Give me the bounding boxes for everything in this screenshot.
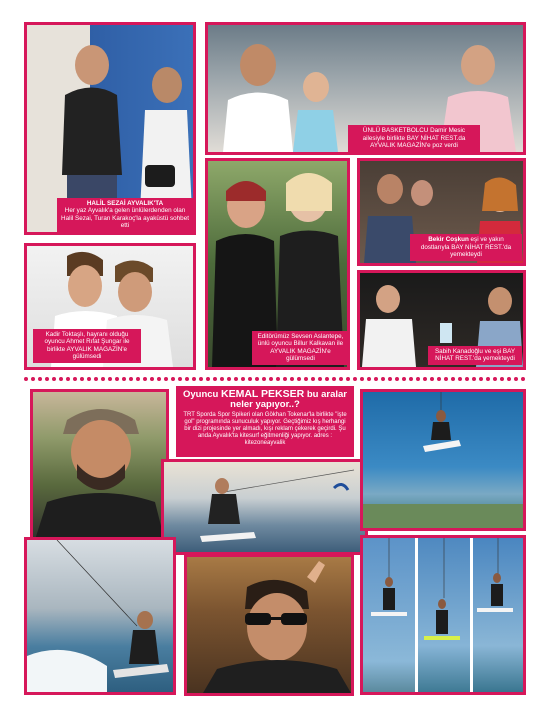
caption-damir: ÜNLÜ BASKETBOLCU Damir Mesic ailesiyle birlikte BAY NİHAT REST.da AYVALIK MAGAZİN'e poz verdi — [348, 125, 480, 152]
photo-kitesurf-center — [161, 459, 368, 555]
caption-sevsen: Editörümüz Sevsen Aslantepe, ünlü oyuncu Billur Kalkavan ile AYVALIK MAGAZİN'e gülümsedi — [252, 331, 349, 365]
kitesurf-center-scene — [164, 462, 365, 552]
photo-ahmet-rifat-sungar — [24, 243, 196, 370]
photo-kitesurf-jump-top — [360, 389, 526, 531]
kemal-portrait-scene — [33, 392, 166, 546]
triptych-figure-3 — [473, 538, 523, 692]
triptych-panel-3 — [473, 538, 523, 692]
photo-damir-mesic — [205, 22, 526, 155]
photo-kitesurf-triptych — [360, 535, 526, 695]
caption-ahmet: Kadir Toktaşlı, hayranı olduğu oyuncu Ahmet Rıfat Şungar ile birlikte AYVALIK MAGAZİN'e gülümsedi — [33, 329, 141, 363]
photo-halil-sezai — [24, 22, 196, 235]
kemal-selfie-scene — [187, 557, 351, 693]
feature-title: Oyuncu KEMAL PEKSER bu aralar neler yapıyor..? — [182, 388, 348, 410]
triptych-figure-1 — [363, 538, 415, 692]
photo-sevsen-aslantepe — [205, 158, 350, 370]
photo-bekir-coskun — [357, 158, 526, 266]
caption-halil: HALİL SEZAİ AYVALIK'TA Her yaz Ayvalık'a gelen ünlülerdenden olan Halil Sezai, Turan Karakoç'la ayaküstü sohbet etti — [57, 198, 193, 232]
triptych-panel-1 — [363, 538, 415, 692]
photo-kitesurf-riding — [24, 537, 176, 695]
feature-body: TRT Sporda Spor Spikeri olan Gökhan Tokenar'la birlikte "işte gol" programında sunuculuk yapıyor. Geçtiğimiz kış herhangi bir dizi projesinde yer almadı, kışı reklam çekerek geçirdi. Şu anda Ayvalık'ta kitesurf eğitmenliği yapıyor. adres : kitezoneayvalik — [183, 412, 347, 446]
caption-sabih: Sabih Kanadoğlu ve eşi BAY NİHAT REST.'da yemekteydi — [428, 346, 522, 365]
photo-kemal-selfie — [184, 554, 354, 696]
dotted-separator — [24, 376, 526, 382]
feature-textbox — [176, 386, 354, 457]
kitesurf-riding-scene — [27, 540, 173, 692]
kitesurf-jump-top-scene — [363, 392, 523, 528]
photo-kemal-portrait — [30, 389, 169, 549]
caption-bekir: Bekir Coşkun eşi ve yakın dostlarıyla BAY NİHAT REST.'da yemekteydi — [410, 234, 522, 261]
triptych-panel-2 — [418, 538, 470, 692]
photo-sabih-kanadoglu — [357, 270, 526, 370]
triptych-figure-2 — [418, 538, 470, 692]
